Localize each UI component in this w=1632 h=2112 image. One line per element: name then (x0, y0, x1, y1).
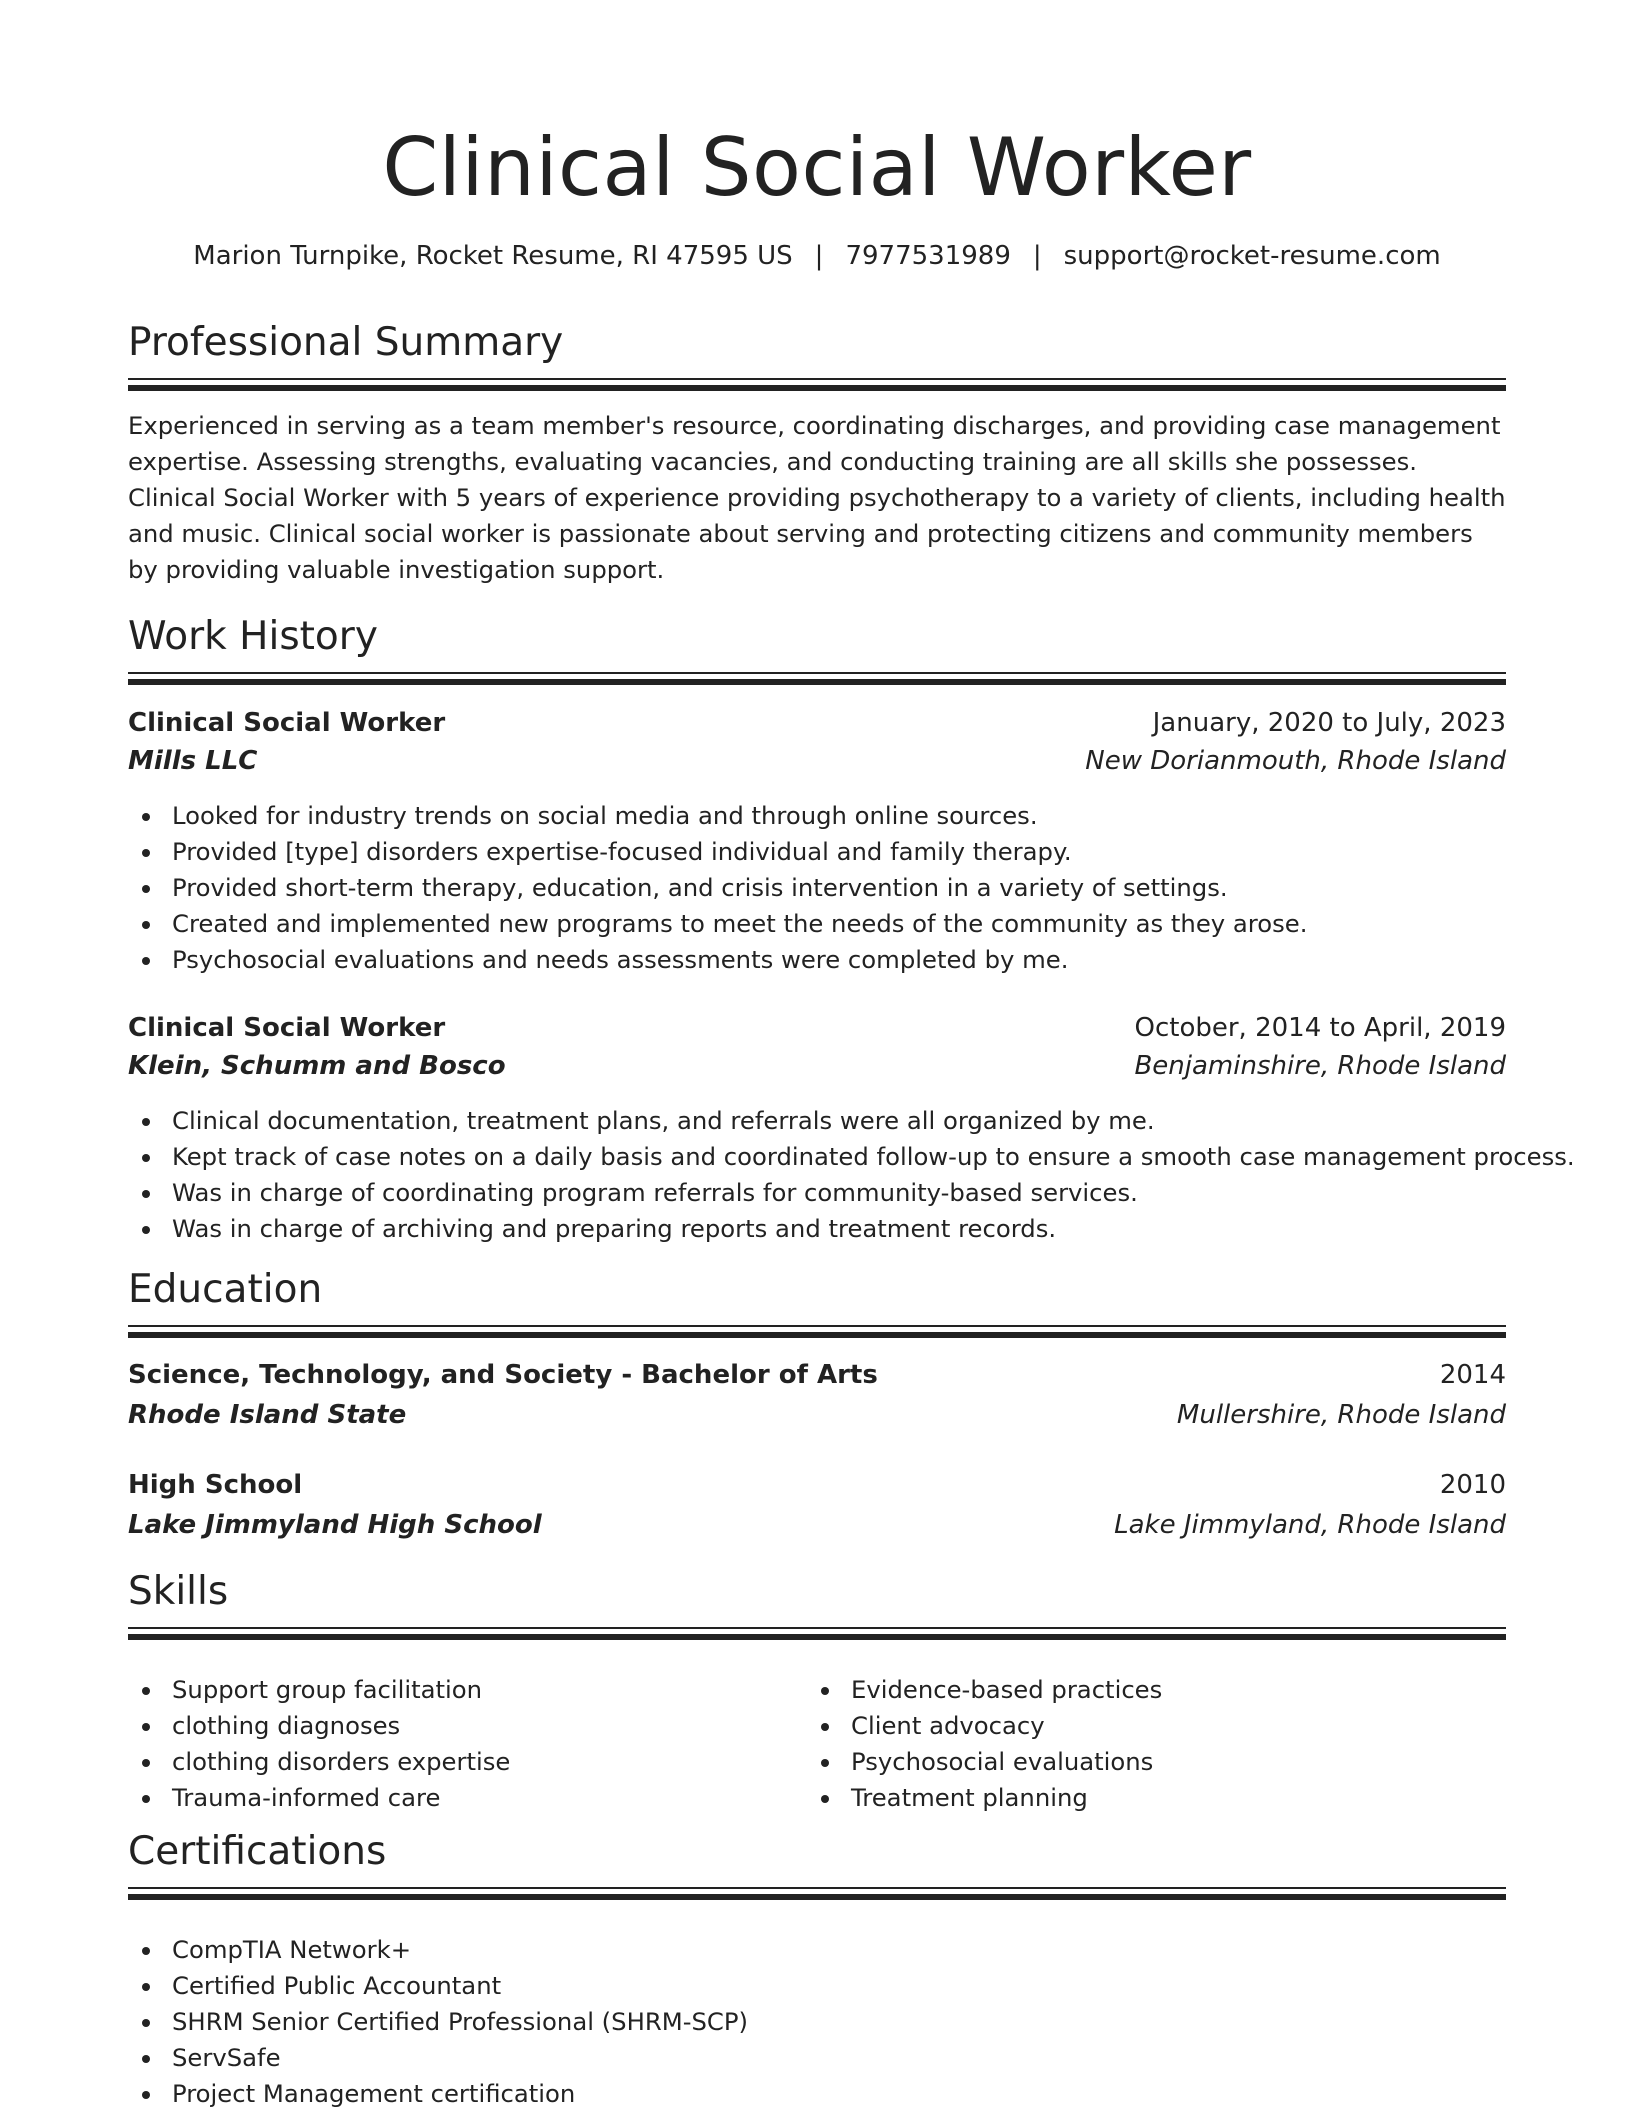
list-item: Was in charge of coordinating program referrals for community-based services. (128, 1175, 1575, 1211)
list-item: Looked for industry trends on social media and through online sources. (128, 798, 1307, 834)
section-heading: Skills (128, 1569, 229, 1614)
contact-separator: | (1032, 241, 1042, 271)
list-item: Client advocacy (807, 1708, 1162, 1744)
job-duties-list (128, 798, 1307, 978)
list-item: Certified Public Accountant (128, 1968, 748, 2004)
job-header (128, 704, 1506, 742)
contact-line (128, 238, 1506, 274)
list-item: Evidence-based practices (807, 1672, 1162, 1708)
section-divider (128, 378, 1506, 392)
section-heading: Certifications (128, 1829, 387, 1874)
list-item: Psychosocial evaluations and needs assessments were completed by me. (128, 942, 1307, 978)
contact-address: Marion Turnpike, Rocket Resume, RI 47595 US (193, 241, 793, 271)
education-degree: Science, Technology, and Society - Bachelor of Arts (128, 1360, 878, 1390)
section-divider (128, 1627, 1506, 1641)
job-subheader (128, 1047, 1506, 1085)
list-item: Clinical documentation, treatment plans, and referrals were all organized by me. (128, 1103, 1575, 1139)
job-title: Clinical Social Worker (128, 708, 446, 738)
section-heading: Education (128, 1267, 323, 1312)
list-item: ServSafe (128, 2040, 748, 2076)
job-subheader (128, 742, 1506, 780)
section-heading: Work History (128, 614, 378, 659)
resume-title: Clinical Social Worker (382, 121, 1252, 214)
list-item: Provided [type] disorders expertise-focused individual and family therapy. (128, 834, 1307, 870)
section-divider (128, 1325, 1506, 1339)
summary-text: Experienced in serving as a team member's resource, coordinating discharges, and providing case management expertise. Assessing strengths, evaluating vacancies, and conducting training are all skills she possesses. Clinical Social Worker with 5 years of experience providing psychotherapy to a variety of clients, including health and music. Clinical social worker is passionate about serving and protecting citizens and community members by providing valuable investigation support. (128, 411, 1506, 584)
summary-section (128, 318, 1506, 392)
job-duties-list (128, 1103, 1575, 1247)
list-item: clothing disorders expertise (128, 1744, 510, 1780)
skills-list-left (128, 1672, 510, 1816)
job-dates: October, 2014 to April, 2019 (1134, 1013, 1506, 1043)
job-header (128, 1009, 1506, 1047)
education-year: 2010 (1439, 1470, 1506, 1500)
education-location: Lake Jimmyland, Rhode Island (1114, 1510, 1506, 1540)
education-subheader (128, 1506, 1506, 1544)
education-section (128, 1265, 1506, 1339)
section-divider (128, 672, 1506, 686)
list-item: Project Management certification (128, 2076, 748, 2112)
list-item: Support group facilitation (128, 1672, 510, 1708)
list-item: Provided short-term therapy, education, and crisis intervention in a variety of settings. (128, 870, 1307, 906)
job-location: New Dorianmouth, Rhode Island (1085, 746, 1506, 776)
contact-phone: 7977531989 (845, 241, 1011, 271)
certifications-list (128, 1932, 748, 2112)
education-school: Lake Jimmyland High School (128, 1510, 542, 1540)
contact-separator: | (814, 241, 824, 271)
education-subheader (128, 1396, 1506, 1434)
job-location: Benjaminshire, Rhode Island (1134, 1051, 1506, 1081)
job-company: Klein, Schumm and Bosco (128, 1051, 506, 1081)
education-school: Rhode Island State (128, 1400, 407, 1430)
section-divider (128, 1887, 1506, 1901)
education-header (128, 1356, 1506, 1394)
section-heading: Professional Summary (128, 320, 564, 365)
job-title: Clinical Social Worker (128, 1013, 446, 1043)
education-header (128, 1466, 1506, 1504)
education-year: 2014 (1439, 1360, 1506, 1390)
list-item: Psychosocial evaluations (807, 1744, 1162, 1780)
skills-list-right (807, 1672, 1162, 1816)
skills-section (128, 1567, 1506, 1641)
job-company: Mills LLC (128, 746, 258, 776)
education-location: Mullershire, Rhode Island (1176, 1400, 1506, 1430)
list-item: Was in charge of archiving and preparing reports and treatment records. (128, 1211, 1575, 1247)
work-history-section (128, 612, 1506, 686)
job-dates: January, 2020 to July, 2023 (1152, 708, 1506, 738)
education-degree: High School (128, 1470, 303, 1500)
list-item: Kept track of case notes on a daily basis and coordinated follow-up to ensure a smooth case management process. (128, 1139, 1575, 1175)
list-item: SHRM Senior Certified Professional (SHRM-SCP) (128, 2004, 748, 2040)
list-item: Trauma-informed care (128, 1780, 510, 1816)
list-item: Treatment planning (807, 1780, 1162, 1816)
certifications-section (128, 1827, 1506, 1901)
list-item: clothing diagnoses (128, 1708, 510, 1744)
list-item: CompTIA Network+ (128, 1932, 748, 1968)
contact-email: support@rocket-resume.com (1063, 241, 1441, 271)
list-item: Created and implemented new programs to meet the needs of the community as they arose. (128, 906, 1307, 942)
